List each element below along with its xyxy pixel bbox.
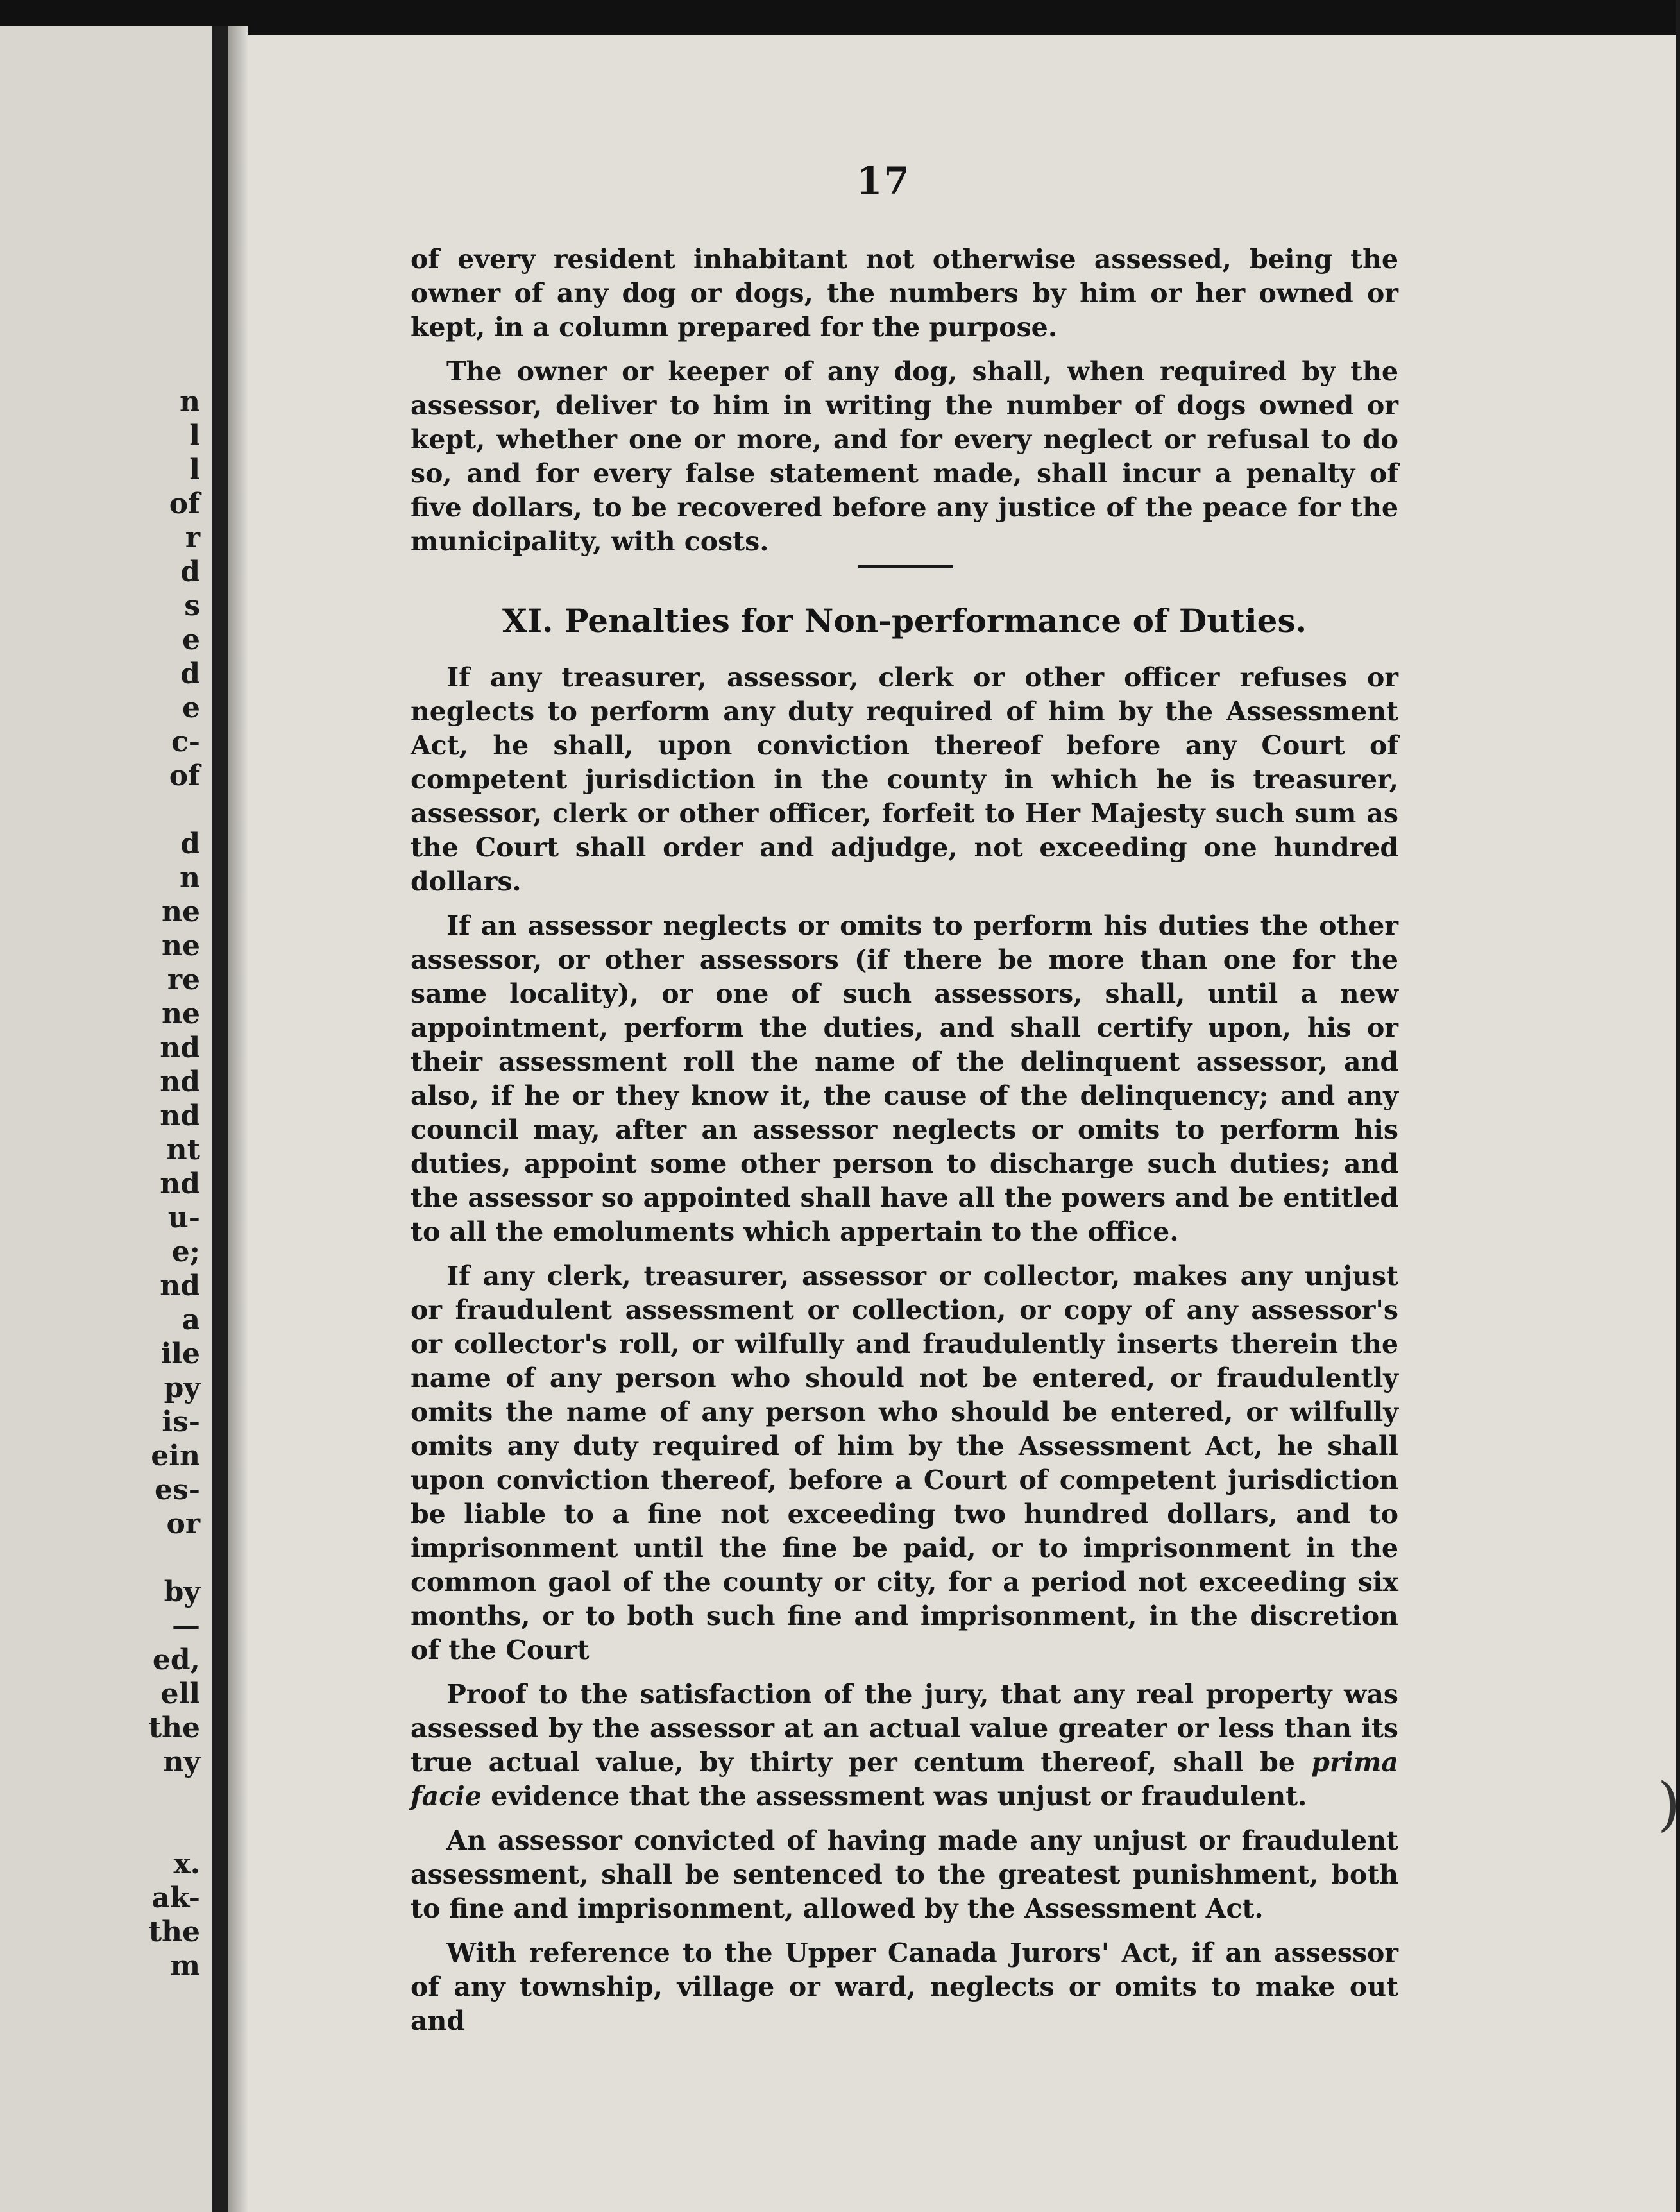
left-fragment-line: ak-	[151, 1882, 200, 1914]
left-fragment-line: n	[180, 386, 200, 418]
left-fragment-line: x.	[173, 1848, 200, 1880]
left-fragment-line: e	[182, 692, 200, 724]
left-fragment-line	[123, 1779, 200, 1813]
left-fragment-line: nd	[160, 1066, 200, 1098]
gutter-shadow	[228, 26, 248, 2212]
left-fragment-line: nd	[160, 1168, 200, 1200]
upper-text-block	[411, 242, 1398, 559]
left-fragment-line	[123, 1813, 200, 1847]
paragraph-6: With reference to the Upper Canada Jurors' Act, if an assessor of any township, village or ward, neglects or omits to make out and	[411, 1937, 1398, 2036]
left-fragment-line: e;	[171, 1236, 200, 1268]
left-fragment-line	[123, 793, 200, 827]
left-fragment-line: nd	[160, 1270, 200, 1302]
paragraph-3: If any clerk, treasurer, assessor or collector, makes any unjust or fraudulent assessment or collection, or copy of any assessor's or collector's roll, or wilfully and fraudulently inserts therein the name of any person who should not be entered, or fraudulently omits the name of any person who should be entered, or wilfully omits any duty required of him by the Assessment Act, he shall upon conviction thereof, before a Court of competent jurisdiction be liable to a fine not exceeding two hundred dollars, and to imprisonment until the fine be paid, or to imprisonment in the common gaol of the county or city, for a period not exceeding six months, or to both such fine and imprisonment, in the discretion of the Court	[411, 1261, 1398, 1665]
left-fragment-line: ein	[151, 1440, 200, 1472]
paragraph-4-text-b: evidence that the assessment was unjust or fraudulent.	[481, 1781, 1307, 1812]
section-heading: XI. Penalties for Non-performance of Duties.	[502, 602, 1307, 640]
left-fragment-line: of	[169, 488, 200, 520]
left-fragment-line: ne	[162, 998, 200, 1030]
paragraph-4-italic: prima facie	[411, 1747, 1398, 1812]
left-fragment-line: c-	[171, 726, 200, 758]
paragraph-2: If an assessor neglects or omits to perform his duties the other assessor, or other assessors (if there be more than one for the same locality), or one of such assessors, shall, until a new appointment, perform the duties, and shall certify upon, his or their assessment roll the name of the delinquent assessor, and also, if he or they know it, the cause of the delinquency; and any council may, after an assessor neglects or omits to perform his duties, appoint some other person to discharge such duties; and the assessor so appointed shall have all the powers and be entitled to all the emoluments which appertain to the office.	[411, 910, 1398, 1247]
left-fragment-line	[123, 1541, 200, 1575]
paragraph-1: If any treasurer, assessor, clerk or other officer refuses or neglects to perform any duty required of him by the Assessment Act, he shall, upon conviction thereof before any Court of competent jurisdiction in the county in which he is treasurer, assessor, clerk or other officer, forfeit to Her Majesty such sum as the Court shall order and adjudge, not exceeding one hundred dollars.	[411, 662, 1398, 897]
left-fragment-line: ne	[162, 896, 200, 928]
left-fragment-line: the	[148, 1712, 200, 1744]
left-fragment-line: u-	[167, 1202, 200, 1234]
left-fragment-line: n	[180, 862, 200, 894]
continuation-paragraph: of every resident inhabitant not otherwise assessed, being the owner of any dog or dogs, the numbers by him or her owned or kept, in a column prepared for the purpose.	[411, 244, 1398, 343]
left-fragment-line: d	[180, 828, 200, 860]
left-fragment-line: nt	[166, 1134, 200, 1166]
paragraph-5: An assessor convicted of having made any unjust or fraudulent assessment, shall be sentenced to the greatest punishment, both to fine and imprisonment, allowed by the Assessment Act.	[411, 1825, 1398, 1924]
paragraph-4	[411, 1678, 1398, 1814]
left-fragment-line: re	[167, 964, 200, 996]
left-fragment-line: —	[172, 1610, 200, 1642]
left-fragment-line: the	[148, 1916, 200, 1948]
left-fragment-line: r	[185, 522, 200, 554]
left-fragment-line: py	[164, 1372, 200, 1404]
left-fragment-line: es-	[154, 1474, 200, 1506]
left-fragment-line: s	[184, 590, 200, 622]
left-fragment-line: by	[164, 1576, 200, 1608]
left-fragment-line: is-	[162, 1406, 200, 1438]
paragraph-4-text-a: Proof to the satisfaction of the jury, that any real property was assessed by the assessor at an actual value greater or less than its true actual value, by thirty per centum thereof, shall be	[411, 1679, 1398, 1778]
left-fragment-line: ell	[160, 1678, 200, 1710]
left-fragment-line: nd	[160, 1032, 200, 1064]
binding-gutter	[212, 26, 228, 2212]
left-fragment-line: or	[166, 1508, 200, 1540]
paragraph-dogs: The owner or keeper of any dog, shall, when required by the assessor, deliver to him in writing the number of dogs owned or kept, whether one or more, and for every neglect or refusal to do so, and for every false statement made, shall incur a penalty of five dollars, to be recovered before any justice of the peace for the municipality, with costs.	[411, 356, 1398, 557]
left-fragment-line: ed,	[152, 1644, 200, 1676]
left-fragment-line: l	[189, 420, 200, 452]
left-fragment-line: ny	[163, 1746, 200, 1778]
page-number: 17	[856, 159, 911, 203]
left-fragment-line: a	[182, 1304, 200, 1336]
left-fragment-line: ile	[160, 1338, 200, 1370]
left-fragment-line: ne	[162, 930, 200, 962]
left-page-fragments	[123, 385, 200, 1983]
left-fragment-line: m	[170, 1950, 200, 1982]
left-fragment-line: l	[189, 454, 200, 486]
left-fragment-line: nd	[160, 1100, 200, 1132]
left-fragment-line: e	[182, 624, 200, 656]
right-margin-mark: )	[1658, 1771, 1680, 1838]
left-fragment-line: d	[180, 556, 200, 588]
left-facing-page	[0, 26, 212, 2212]
section-body	[411, 661, 1398, 2038]
section-divider	[858, 565, 953, 568]
left-fragment-line: of	[169, 760, 200, 792]
left-fragment-line: d	[180, 658, 200, 690]
